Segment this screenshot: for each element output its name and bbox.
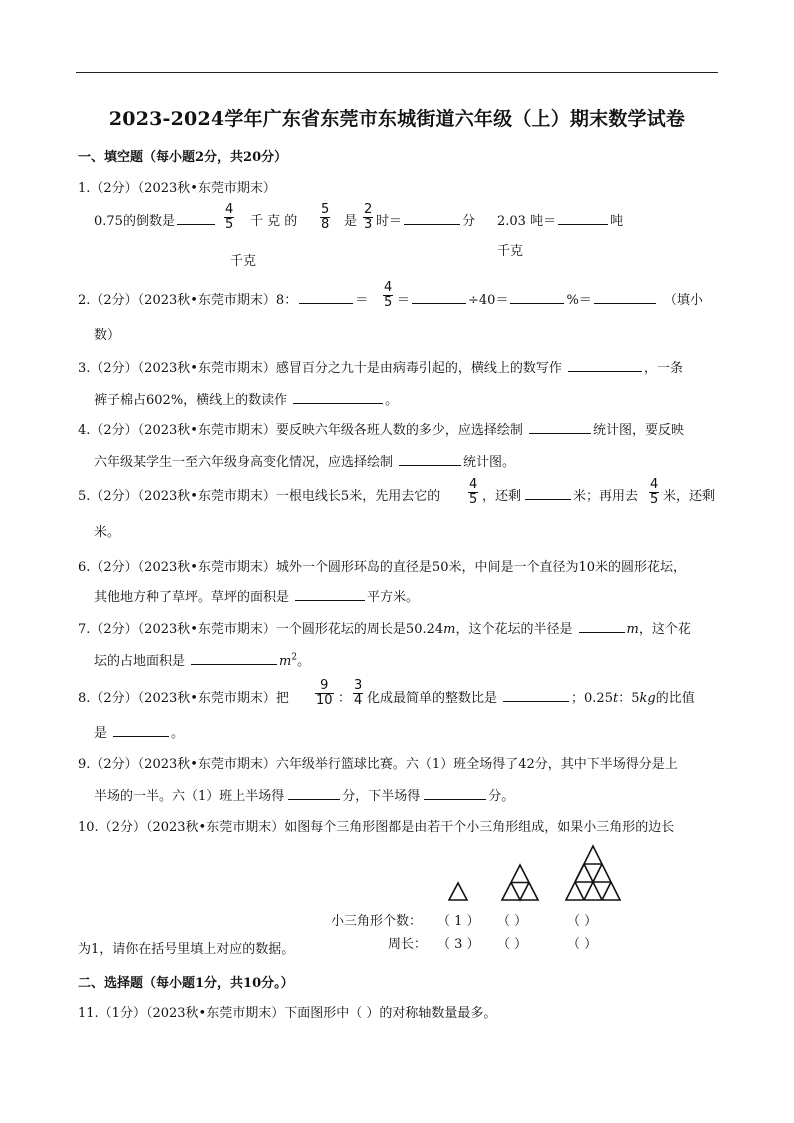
- q1-blank-3[interactable]: [558, 211, 608, 225]
- q8-line2: 是 。: [94, 722, 184, 741]
- q4-line2: 六年级某学生一至六年级身高变化情况，应选择绘制 统计图。: [94, 451, 515, 470]
- q10-count-label: 小三角形个数：: [331, 914, 423, 929]
- q10-count-2[interactable]: （ ）: [497, 914, 528, 929]
- q8-frac-2: $\frac{3}{4}$: [354, 678, 363, 708]
- q1-blank-2[interactable]: [404, 211, 460, 225]
- q10-perim-label: 周长：: [388, 937, 428, 952]
- q4-blank-1[interactable]: [529, 420, 591, 434]
- q1-frac-58: $\frac{5}{8}$: [321, 202, 330, 232]
- q1-frac-23: $\frac{2}{3}$: [364, 202, 373, 232]
- q2-line2: 数）: [94, 328, 121, 343]
- q7-blank-1[interactable]: [579, 619, 625, 633]
- q2-blank-3[interactable]: [510, 290, 564, 304]
- q9-blank-2[interactable]: [424, 786, 486, 800]
- q4-blank-2[interactable]: [399, 452, 461, 466]
- q10-count-1: （ 1 ）: [437, 914, 480, 929]
- triangle-figures: [440, 843, 630, 903]
- q1-unit: 千 克 的: [250, 214, 298, 229]
- q5-blank-1[interactable]: [525, 486, 571, 500]
- q9-blank-1[interactable]: [288, 786, 340, 800]
- q5-line1: 5.（2分）（2023秋•东莞市期末）一根电线长5米，先用去它的: [78, 489, 441, 504]
- triangle-figure-2: [502, 865, 538, 900]
- q6-line2: 其他地方种了草坪。草坪的面积是 平方米。: [94, 586, 419, 605]
- q3-line2: 裤子棉占602%，横线上的数读作 。: [94, 389, 398, 408]
- q2-frac: $\frac{4}{5}$: [384, 280, 393, 310]
- q10-line2: 为1，请你在括号里填上对应的数据。: [78, 942, 295, 957]
- q1-is: 是: [344, 214, 358, 229]
- q3-blank-1[interactable]: [568, 358, 642, 372]
- q7-blank-2[interactable]: [191, 651, 277, 665]
- q8-line1-b: 化成最简单的整数比是 ；0.25t：5kg的比值: [367, 687, 695, 706]
- q7-line1: 7.（2分）（2023秋•东莞市期末）一个圆形花坛的周长是50.24m，这个花坛的半径是 m，这个花: [78, 618, 691, 637]
- q1-part-c: 时＝ 分: [376, 210, 475, 229]
- q1-frac-45: $\frac{4}{5}$: [225, 202, 234, 232]
- section-heading-fill-in: 一、填空题（每小题2分，共20分）: [78, 150, 288, 165]
- q1-head: 1.（2分）（2023秋•东莞市期末）: [78, 181, 276, 196]
- q7-line2: 坛的占地面积是 $m^2$。: [94, 652, 311, 669]
- q9-line1: 9.（2分）（2023秋•东莞市期末）六年级举行篮球比赛。六（1）班全场得了42分，其中下半场得分是上: [78, 757, 678, 772]
- q5-line1-d: 米，还剩: [663, 489, 716, 504]
- q5-frac-1: $\frac{4}{5}$: [469, 477, 478, 507]
- q10-line1: 10.（2分）（2023秋•东莞市期末）如图每个三角形图都是由若干个小三角形组成，如果小三角形的边长: [78, 820, 675, 835]
- q5-line1-b: ，还剩 米；再用去: [482, 485, 638, 504]
- triangle-figure-3: [566, 846, 620, 900]
- q11-line1: 11.（1分）（2023秋•东莞市期末）下面图形中（ ）的对称轴数量最多。: [78, 1006, 497, 1021]
- q3-line1: 3.（2分）（2023秋•东莞市期末）感冒百分之九十是由病毒引起的，横线上的数写作 ，一条: [78, 357, 683, 376]
- q1-blank-1[interactable]: [177, 211, 215, 225]
- q1-qianke-left: 千克: [230, 254, 257, 269]
- q10-perim-1: （ 3 ）: [437, 937, 480, 952]
- q8-frac-1: $\frac{9}{10}$: [316, 678, 333, 708]
- q8-line1-a: 8.（2分）（2023秋•东莞市期末）把: [78, 691, 289, 706]
- q2-line-rest: ＝ ÷40＝ %＝ （填小: [397, 289, 703, 308]
- q2-blank-4[interactable]: [594, 290, 656, 304]
- q8-blank-2[interactable]: [113, 723, 169, 737]
- q4-line1: 4.（2分）（2023秋•东莞市期末）要反映六年级各班人数的多少，应选择绘制 统计图，要反映: [78, 419, 684, 438]
- q10-perim-2[interactable]: （ ）: [497, 937, 528, 952]
- q5-line2: 米。: [94, 525, 121, 540]
- q1-part-d: 2.03 吨＝ 吨: [497, 210, 623, 229]
- q1-part-a: 0.75的倒数是: [94, 210, 217, 229]
- q1-qianke-right: 千克: [497, 244, 524, 259]
- q10-count-3[interactable]: （ ）: [567, 914, 598, 929]
- q2-blank-1[interactable]: [299, 290, 353, 304]
- q6-line1: 6.（2分）（2023秋•东莞市期末）城外一个圆形环岛的直径是50米，中间是一个直径为10米的圆形花坛，: [78, 560, 687, 575]
- q10-perim-3[interactable]: （ ）: [567, 937, 598, 952]
- q8-blank-1[interactable]: [503, 688, 569, 702]
- section-heading-choice: 二、选择题（每小题1分，共10分。）: [78, 976, 294, 991]
- q9-line2: 半场的一半。六（1）班上半场得 分，下半场得 分。: [94, 785, 514, 804]
- q2-blank-2[interactable]: [412, 290, 466, 304]
- page-title: 2023-2024学年广东省东莞市东城街道六年级（上）期末数学试卷: [108, 108, 686, 130]
- q6-blank[interactable]: [295, 587, 365, 601]
- q5-frac-2: $\frac{4}{5}$: [650, 477, 659, 507]
- q8-colon: ：: [338, 691, 352, 706]
- top-rule: [76, 72, 718, 73]
- q2-line: 2.（2分）（2023秋•东莞市期末）8： ＝: [78, 289, 368, 308]
- q3-blank-2[interactable]: [293, 390, 383, 404]
- triangle-figure-1: [449, 883, 467, 900]
